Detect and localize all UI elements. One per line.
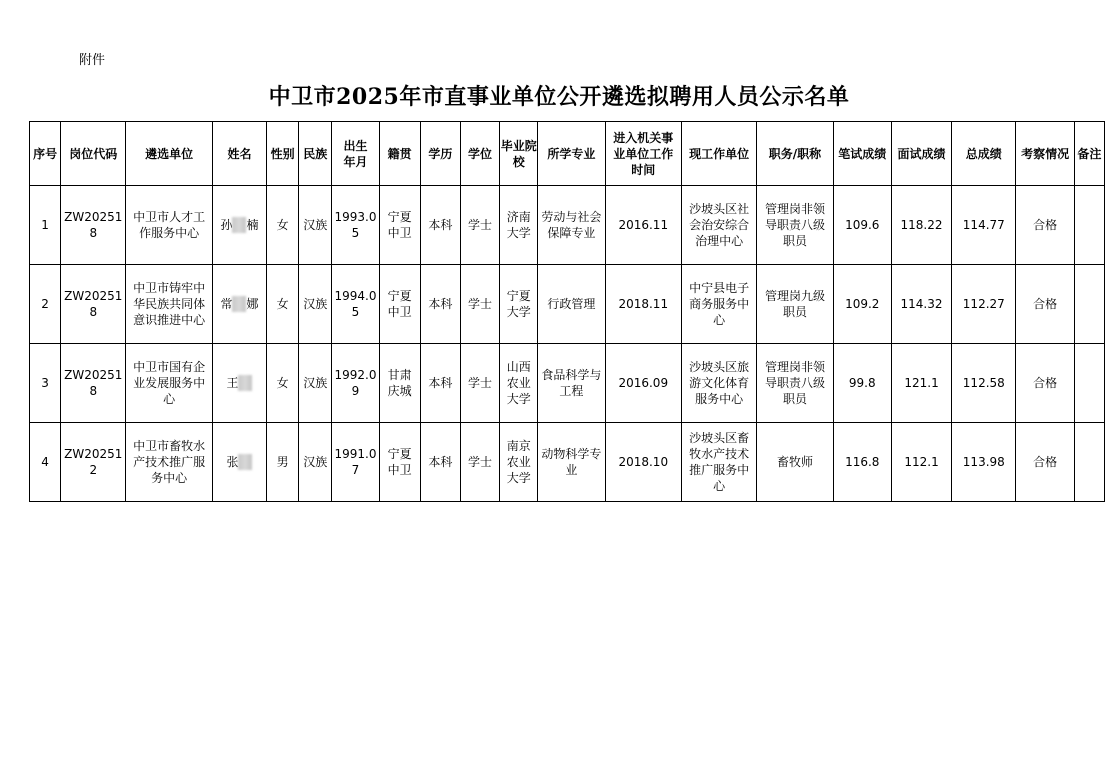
- name-visible-part: 常: [220, 296, 233, 311]
- cell-school: 南京农业大学: [500, 423, 538, 502]
- cell-entry-time: 2018.10: [605, 423, 681, 502]
- cell-degree: 学士: [460, 344, 499, 423]
- name-visible-part: 王: [226, 375, 239, 390]
- roster-table: [29, 121, 1105, 502]
- cell-remark: [1074, 344, 1104, 423]
- cell-education: 本科: [420, 344, 460, 423]
- header-remark: 备注: [1074, 122, 1104, 186]
- cell-seq: 1: [30, 186, 61, 265]
- cell-degree: 学士: [460, 186, 499, 265]
- cell-interview: 114.32: [891, 265, 951, 344]
- cell-native: 宁夏中卫: [379, 423, 420, 502]
- cell-current-unit: 沙坡头区旅游文化体育服务中心: [681, 344, 756, 423]
- cell-remark: [1074, 265, 1104, 344]
- cell-major: 劳动与社会保障专业: [538, 186, 605, 265]
- header-name: 姓名: [212, 122, 266, 186]
- cell-assessment: 合格: [1016, 423, 1074, 502]
- cell-post-code: ZW202518: [61, 265, 126, 344]
- cell-gender: 男: [267, 423, 299, 502]
- name-visible-part: 楠: [246, 217, 259, 232]
- cell-remark: [1074, 423, 1104, 502]
- cell-position: 管理岗非领导职责八级职员: [757, 344, 833, 423]
- header-position: 职务/职称: [757, 122, 833, 186]
- cell-remark: [1074, 186, 1104, 265]
- cell-unit: 中卫市畜牧水产技术推广服务中心: [126, 423, 212, 502]
- cell-written: 109.2: [833, 265, 891, 344]
- cell-name: [212, 265, 266, 344]
- cell-position: 畜牧师: [757, 423, 833, 502]
- cell-assessment: 合格: [1016, 186, 1074, 265]
- cell-birth: 1992.09: [332, 344, 379, 423]
- cell-school: 济南大学: [500, 186, 538, 265]
- name-redaction-blur: [232, 217, 246, 233]
- cell-written: 109.6: [833, 186, 891, 265]
- header-education: 学历: [420, 122, 460, 186]
- cell-birth: 1993.05: [332, 186, 379, 265]
- cell-education: 本科: [420, 186, 460, 265]
- table-row: [30, 344, 1105, 423]
- cell-native: 甘肃庆城: [379, 344, 420, 423]
- cell-unit: 中卫市铸牢中华民族共同体意识推进中心: [126, 265, 212, 344]
- cell-total: 112.27: [952, 265, 1016, 344]
- header-major: 所学专业: [538, 122, 605, 186]
- header-post-code: 岗位代码: [61, 122, 126, 186]
- cell-name: [212, 344, 266, 423]
- header-ethnicity: 民族: [299, 122, 332, 186]
- cell-ethnicity: 汉族: [299, 344, 332, 423]
- header-native: 籍贯: [379, 122, 420, 186]
- cell-major: 行政管理: [538, 265, 605, 344]
- cell-entry-time: 2016.09: [605, 344, 681, 423]
- table-row: [30, 186, 1105, 265]
- cell-school: 宁夏大学: [500, 265, 538, 344]
- cell-ethnicity: 汉族: [299, 186, 332, 265]
- header-seq: 序号: [30, 122, 61, 186]
- cell-education: 本科: [420, 265, 460, 344]
- cell-ethnicity: 汉族: [299, 423, 332, 502]
- cell-major: 食品科学与工程: [538, 344, 605, 423]
- cell-post-code: ZW202512: [61, 423, 126, 502]
- header-gender: 性别: [267, 122, 299, 186]
- cell-post-code: ZW202518: [61, 344, 126, 423]
- cell-seq: 2: [30, 265, 61, 344]
- table-row: [30, 265, 1105, 344]
- name-redaction-blur: [232, 296, 246, 312]
- cell-major: 动物科学专业: [538, 423, 605, 502]
- header-interview: 面试成绩: [891, 122, 951, 186]
- cell-current-unit: 沙坡头区畜牧水产技术推广服务中心: [681, 423, 756, 502]
- header-total: 总成绩: [952, 122, 1016, 186]
- cell-seq: 4: [30, 423, 61, 502]
- cell-post-code: ZW202518: [61, 186, 126, 265]
- cell-written: 116.8: [833, 423, 891, 502]
- cell-entry-time: 2016.11: [605, 186, 681, 265]
- name-visible-part: 娜: [246, 296, 259, 311]
- cell-written: 99.8: [833, 344, 891, 423]
- cell-gender: 女: [267, 265, 299, 344]
- cell-assessment: 合格: [1016, 344, 1074, 423]
- cell-unit: 中卫市国有企业发展服务中心: [126, 344, 212, 423]
- cell-birth: 1991.07: [332, 423, 379, 502]
- header-unit: 遴选单位: [126, 122, 212, 186]
- header-current-unit: 现工作单位: [681, 122, 756, 186]
- cell-degree: 学士: [460, 423, 499, 502]
- cell-name: [212, 186, 266, 265]
- cell-unit: 中卫市人才工作服务中心: [126, 186, 212, 265]
- cell-native: 宁夏中卫: [379, 186, 420, 265]
- cell-total: 113.98: [952, 423, 1016, 502]
- table-header-row: [30, 122, 1105, 186]
- header-degree: 学位: [460, 122, 499, 186]
- cell-education: 本科: [420, 423, 460, 502]
- name-visible-part: 孙: [220, 217, 233, 232]
- cell-assessment: 合格: [1016, 265, 1074, 344]
- cell-current-unit: 中宁县电子商务服务中心: [681, 265, 756, 344]
- header-school: 毕业院校: [500, 122, 538, 186]
- header-birth: 出生年月: [332, 122, 379, 186]
- cell-name: [212, 423, 266, 502]
- cell-total: 114.77: [952, 186, 1016, 265]
- cell-total: 112.58: [952, 344, 1016, 423]
- cell-birth: 1994.05: [332, 265, 379, 344]
- cell-interview: 121.1: [891, 344, 951, 423]
- cell-position: 管理岗九级职员: [757, 265, 833, 344]
- cell-gender: 女: [267, 344, 299, 423]
- cell-gender: 女: [267, 186, 299, 265]
- cell-native: 宁夏中卫: [379, 265, 420, 344]
- document-title: 中卫市2025年市直事业单位公开遴选拟聘用人员公示名单: [268, 84, 850, 110]
- cell-ethnicity: 汉族: [299, 265, 332, 344]
- cell-interview: 118.22: [891, 186, 951, 265]
- cell-position: 管理岗非领导职责八级职员: [757, 186, 833, 265]
- cell-degree: 学士: [460, 265, 499, 344]
- header-assessment: 考察情况: [1016, 122, 1074, 186]
- cell-school: 山西农业大学: [500, 344, 538, 423]
- cell-interview: 112.1: [891, 423, 951, 502]
- name-visible-part: 张: [226, 454, 239, 469]
- cell-current-unit: 沙坡头区社会治安综合治理中心: [681, 186, 756, 265]
- name-redaction-blur: [238, 454, 252, 470]
- cell-entry-time: 2018.11: [605, 265, 681, 344]
- header-entry-time: 进入机关事业单位工作时间: [605, 122, 681, 186]
- attachment-label: 附件: [79, 53, 106, 68]
- name-redaction-blur: [238, 375, 252, 391]
- table-row: [30, 423, 1105, 502]
- header-written: 笔试成绩: [833, 122, 891, 186]
- cell-seq: 3: [30, 344, 61, 423]
